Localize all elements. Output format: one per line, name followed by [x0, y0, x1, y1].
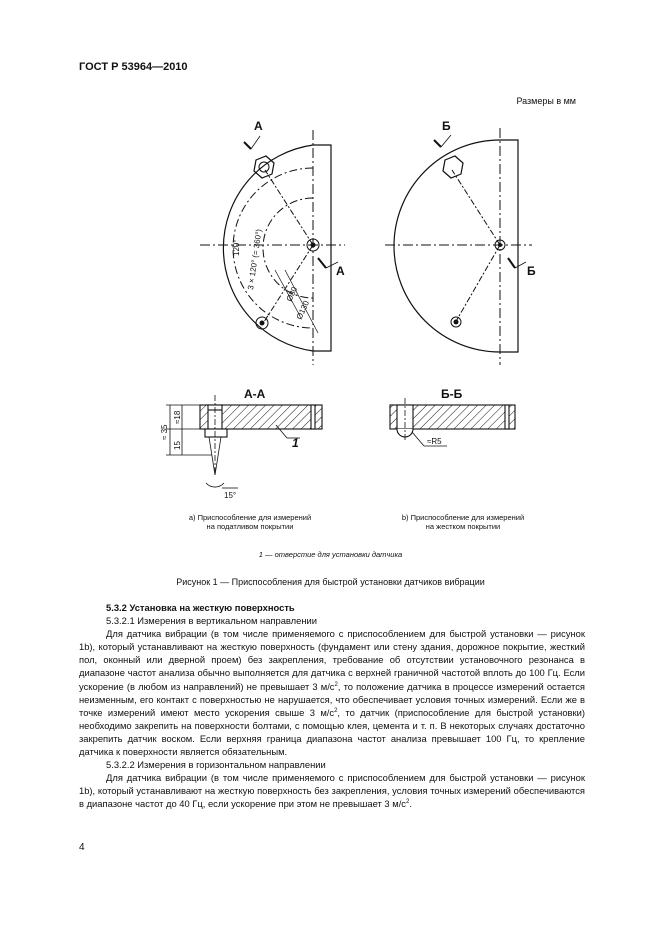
paragraph-1-part-b: , то положение датчика в процессе измерений остается неизменным, его контакт с поверхностью не нарушается, что обеспечивает условия точных измерений. Если же в точке измерений имеют место ускорения свыше 3 м/с: [79, 680, 585, 718]
units-note: Размеры в мм: [516, 96, 576, 106]
dim-3x120: 3 × 120° (= 360°): [246, 228, 264, 291]
label-section-b-right: Б: [527, 264, 536, 278]
subsection-heading-2: 5.3.2.2 Измерения в горизонтальном направлении: [106, 759, 326, 771]
label-section-a-right: А: [336, 264, 345, 278]
sup-2: 2: [334, 707, 338, 714]
dim-d80: Ø80: [284, 285, 300, 303]
label-section-b-top: Б: [442, 119, 451, 133]
figure-title: Рисунок 1 — Приспособления для быстрой установки датчиков вибрации: [176, 577, 485, 587]
sup-3: 2: [406, 799, 410, 806]
figure-note: 1 — отверстие для установки датчика: [258, 550, 403, 559]
body-text: [79, 601, 585, 811]
dim-d130: Ø130: [294, 299, 312, 321]
label-view-aa: А-А: [244, 387, 266, 401]
dim-120: 120°: [232, 239, 241, 256]
dim-15: 15: [173, 441, 182, 450]
paragraph-2: [79, 771, 585, 810]
paragraph-2-part-a: Для датчика вибрации (в том числе применяемого с приспособлением для быстрой установки — рисунок 1b), который устанавливают на жесткую поверхность без закрепления, условия точных измерений обеспечиваются в диапазоне частот до 40 Гц, если ускорение при этом не превышает 3 м/с: [79, 772, 585, 810]
subsection-heading-1: 5.3.2.1 Измерения в вертикальном направлении: [106, 615, 318, 627]
sup-1: 2: [334, 681, 338, 688]
section-heading: 5.3.2 Установка на жесткую поверхность: [106, 602, 295, 613]
label-section-a-top: А: [254, 119, 263, 133]
caption-a-line1: а) Приспособление для измерений: [188, 513, 312, 522]
dim-angle-15: 15°: [224, 491, 237, 500]
paragraph-1: [79, 627, 585, 758]
paragraph-2-part-b: .: [409, 798, 412, 810]
page-number: 4: [79, 842, 85, 853]
caption-a-line2: на податливом покрытии: [206, 522, 294, 531]
paragraph-1-part-c: , то датчик (приспособление для быстрой установки) необходимо закрепить на поверхности болтами, с помощью клея, цемента и т. п. В некоторых случаях достаточно закрепить датчик воском. Если верхняя граница диапазона частот анализа превышает 100 Гц, то крепление датчика к поверхности является обязательным.: [79, 706, 585, 758]
caption-b-line2: на жестком покрытии: [425, 522, 501, 531]
figure-drawing: [0, 100, 661, 500]
dim-35: ≈ 35: [160, 424, 169, 440]
caption-b-line1: b) Приспособление для измерений: [401, 513, 525, 522]
dim-18: ≈18: [173, 410, 182, 424]
caption-a: [150, 513, 350, 531]
label-view-bb: Б-Б: [441, 387, 463, 401]
marker-1: 1: [292, 436, 299, 450]
dim-radius: ≈R5: [427, 437, 442, 446]
document-header: ГОСТ Р 53964—2010: [79, 61, 188, 73]
paragraph-1-part-a: Для датчика вибрации (в том числе применяемого с приспособлением для быстрой установки — рисунок 1b), который устанавливают на жесткую поверхность (фундамент или стену здания, дорожное покрытие, жесткий пол, оконный или дверной проем) без закрепления, требование об отсутствии установочного резонанса в диапазоне частот анализа обычно выполняется для датчика с верхней граничной частотой вплоть до 100 Гц. Если ускорение (в любом из направлений) не превышает 3 м/с: [79, 628, 585, 692]
caption-b: [363, 513, 563, 531]
